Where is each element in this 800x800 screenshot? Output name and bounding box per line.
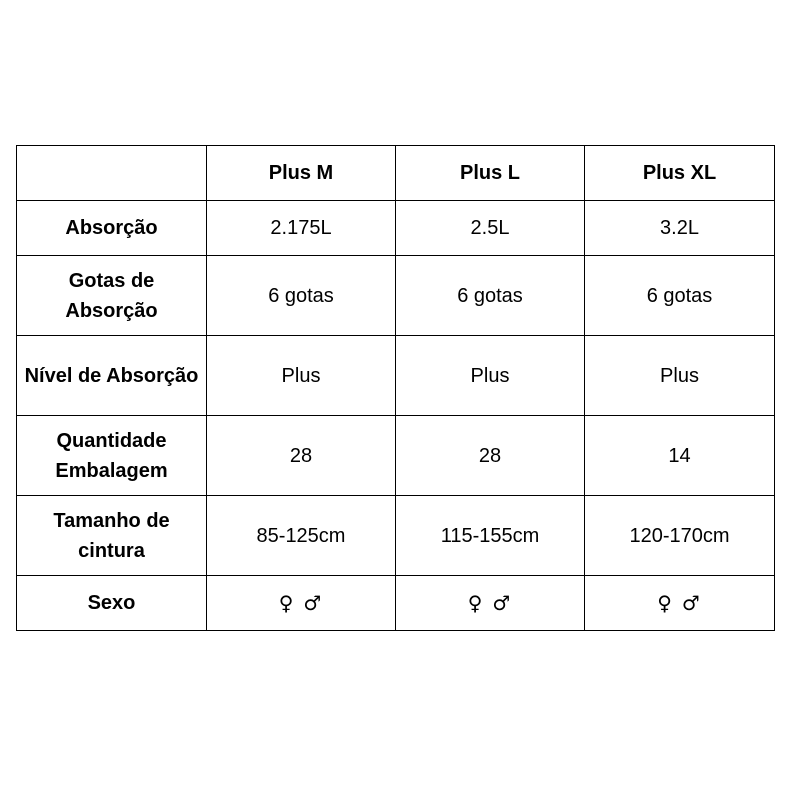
table-cell: 6 gotas <box>396 256 585 336</box>
header-row <box>17 146 775 201</box>
male-symbol-icon: ♂ <box>681 590 702 615</box>
row-label: Gotas de Absorção <box>17 256 207 336</box>
table-cell: 2.5L <box>396 201 585 256</box>
female-symbol-icon: ♀ <box>278 590 296 615</box>
comparison-table-wrapper <box>16 145 774 631</box>
male-symbol-icon: ♂ <box>303 590 324 615</box>
table-cell: 2.175L <box>207 201 396 256</box>
table-cell: 115-155cm <box>396 496 585 576</box>
header-plus-l: Plus L <box>396 146 585 201</box>
table-cell: Plus <box>207 336 396 416</box>
table-row-tamanho <box>17 496 775 576</box>
row-label: Absorção <box>17 201 207 256</box>
female-symbol-icon: ♀ <box>657 590 674 615</box>
table-cell: 6 gotas <box>207 256 396 336</box>
table-cell: 85-125cm <box>207 496 396 576</box>
table-cell: 6 gotas <box>585 256 775 336</box>
male-symbol-icon: ♂ <box>492 590 513 615</box>
table-cell: 120-170cm <box>585 496 775 576</box>
table-cell-sexo-plus-xl <box>585 576 775 631</box>
table-cell-sexo-plus-l <box>396 576 585 631</box>
row-label: Sexo <box>17 576 207 631</box>
row-label: Tamanho de cintura <box>17 496 207 576</box>
table-cell: 14 <box>585 416 775 496</box>
table-row-sexo <box>17 576 775 631</box>
header-corner-cell <box>17 146 207 201</box>
table-row-gotas <box>17 256 775 336</box>
table-cell: 28 <box>207 416 396 496</box>
table-cell: 28 <box>396 416 585 496</box>
header-plus-xl: Plus XL <box>585 146 775 201</box>
row-label: Quantidade Embalagem <box>17 416 207 496</box>
table-cell: Plus <box>585 336 775 416</box>
table-cell-sexo-plus-m <box>207 576 396 631</box>
product-comparison-table <box>16 145 775 631</box>
table-row-nivel <box>17 336 775 416</box>
female-symbol-icon: ♀ <box>467 590 485 615</box>
table-row-absorcao <box>17 201 775 256</box>
table-cell: 3.2L <box>585 201 775 256</box>
row-label: Nível de Absorção <box>17 336 207 416</box>
table-cell: Plus <box>396 336 585 416</box>
header-plus-m: Plus M <box>207 146 396 201</box>
table-row-quantidade <box>17 416 775 496</box>
